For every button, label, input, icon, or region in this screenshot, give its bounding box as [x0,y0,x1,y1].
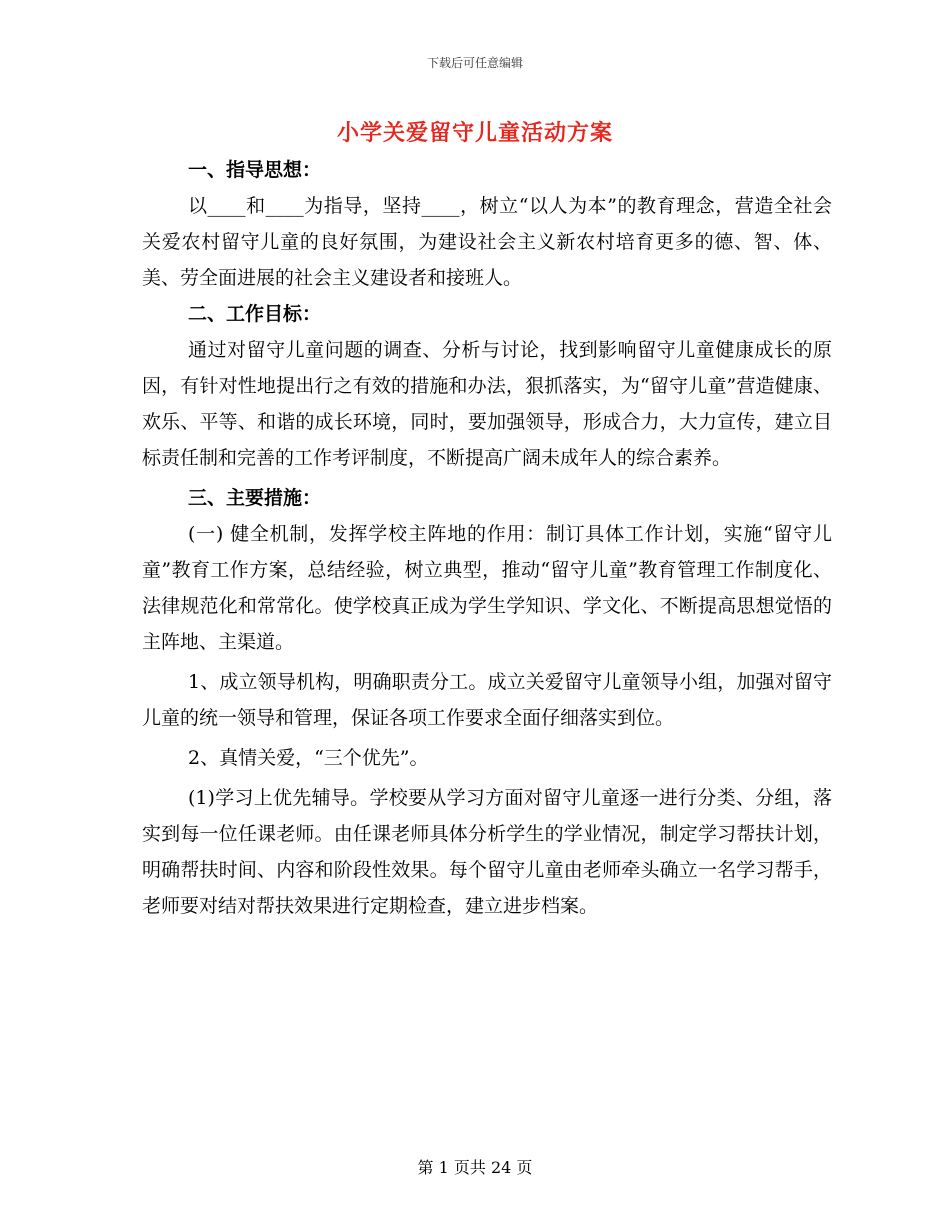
paragraph-measures-study: (1)学习上优先辅导。学校要从学习方面对留守儿童逐一进行分类、分组，落实到每一位任课老师。由任课老师具体分析学生的学业情况，制定学习帮扶计划，明确帮扶时间、内容和阶段性效果。每个留守儿童由老师牵头确立一名学习帮手，老师要对结对帮扶效果进行定期检查，建立进步档案。 [142,787,832,917]
paragraph-work-goals: 通过对留守儿童问题的调查、分析与讨论，找到影响留守儿童健康成长的原因，有针对性地提出行之有效的措施和办法，狠抓落实，为“留守儿童”营造健康、欢乐、平等、和谐的成长环境，同时，要加强领导，形成合力，大力宣传，建立目标责任制和完善的工作考评制度，不断提高广阔未成年人的综合素养。 [142,339,832,469]
document-body [142,152,832,924]
paragraph-measures-care: 2、真情关爱，“三个优先”。 [188,747,429,769]
header-note: 下载后可任意编辑 [426,56,523,70]
page-footer: 第 1 页共 24 页 [417,1158,533,1177]
section-heading-guiding-thought: 一、指导思想： [188,159,322,181]
section-heading-work-goals: 二、工作目标： [188,303,322,325]
paragraph-guiding-thought: 以____和____为指导，坚持____，树立“以人为本”的教育理念，营造全社会关爱农村留守儿童的良好氛围，为建设社会主义新农村培育更多的德、智、体、美、劳全面进展的社会主义建设者和接班人。 [142,195,832,289]
paragraph-measures-mechanism: (一) 健全机制，发挥学校主阵地的作用：制订具体工作计划，实施“留守儿童”教育工作方案，总结经验，树立典型，推动“留守儿童”教育管理工作制度化、法律规范化和常常化。使学校真正成为学生学知识、学文化、不断提高思想觉悟的主阵地、主渠道。 [142,523,832,653]
paragraph-measures-leadership: 1、成立领导机构，明确职责分工。成立关爱留守儿童领导小组，加强对留守儿童的统一领导和管理，保证各项工作要求全面仔细落实到位。 [142,671,832,729]
section-heading-main-measures: 三、主要措施： [188,487,322,509]
document-title: 小学关爱留守儿童活动方案 [336,120,613,146]
